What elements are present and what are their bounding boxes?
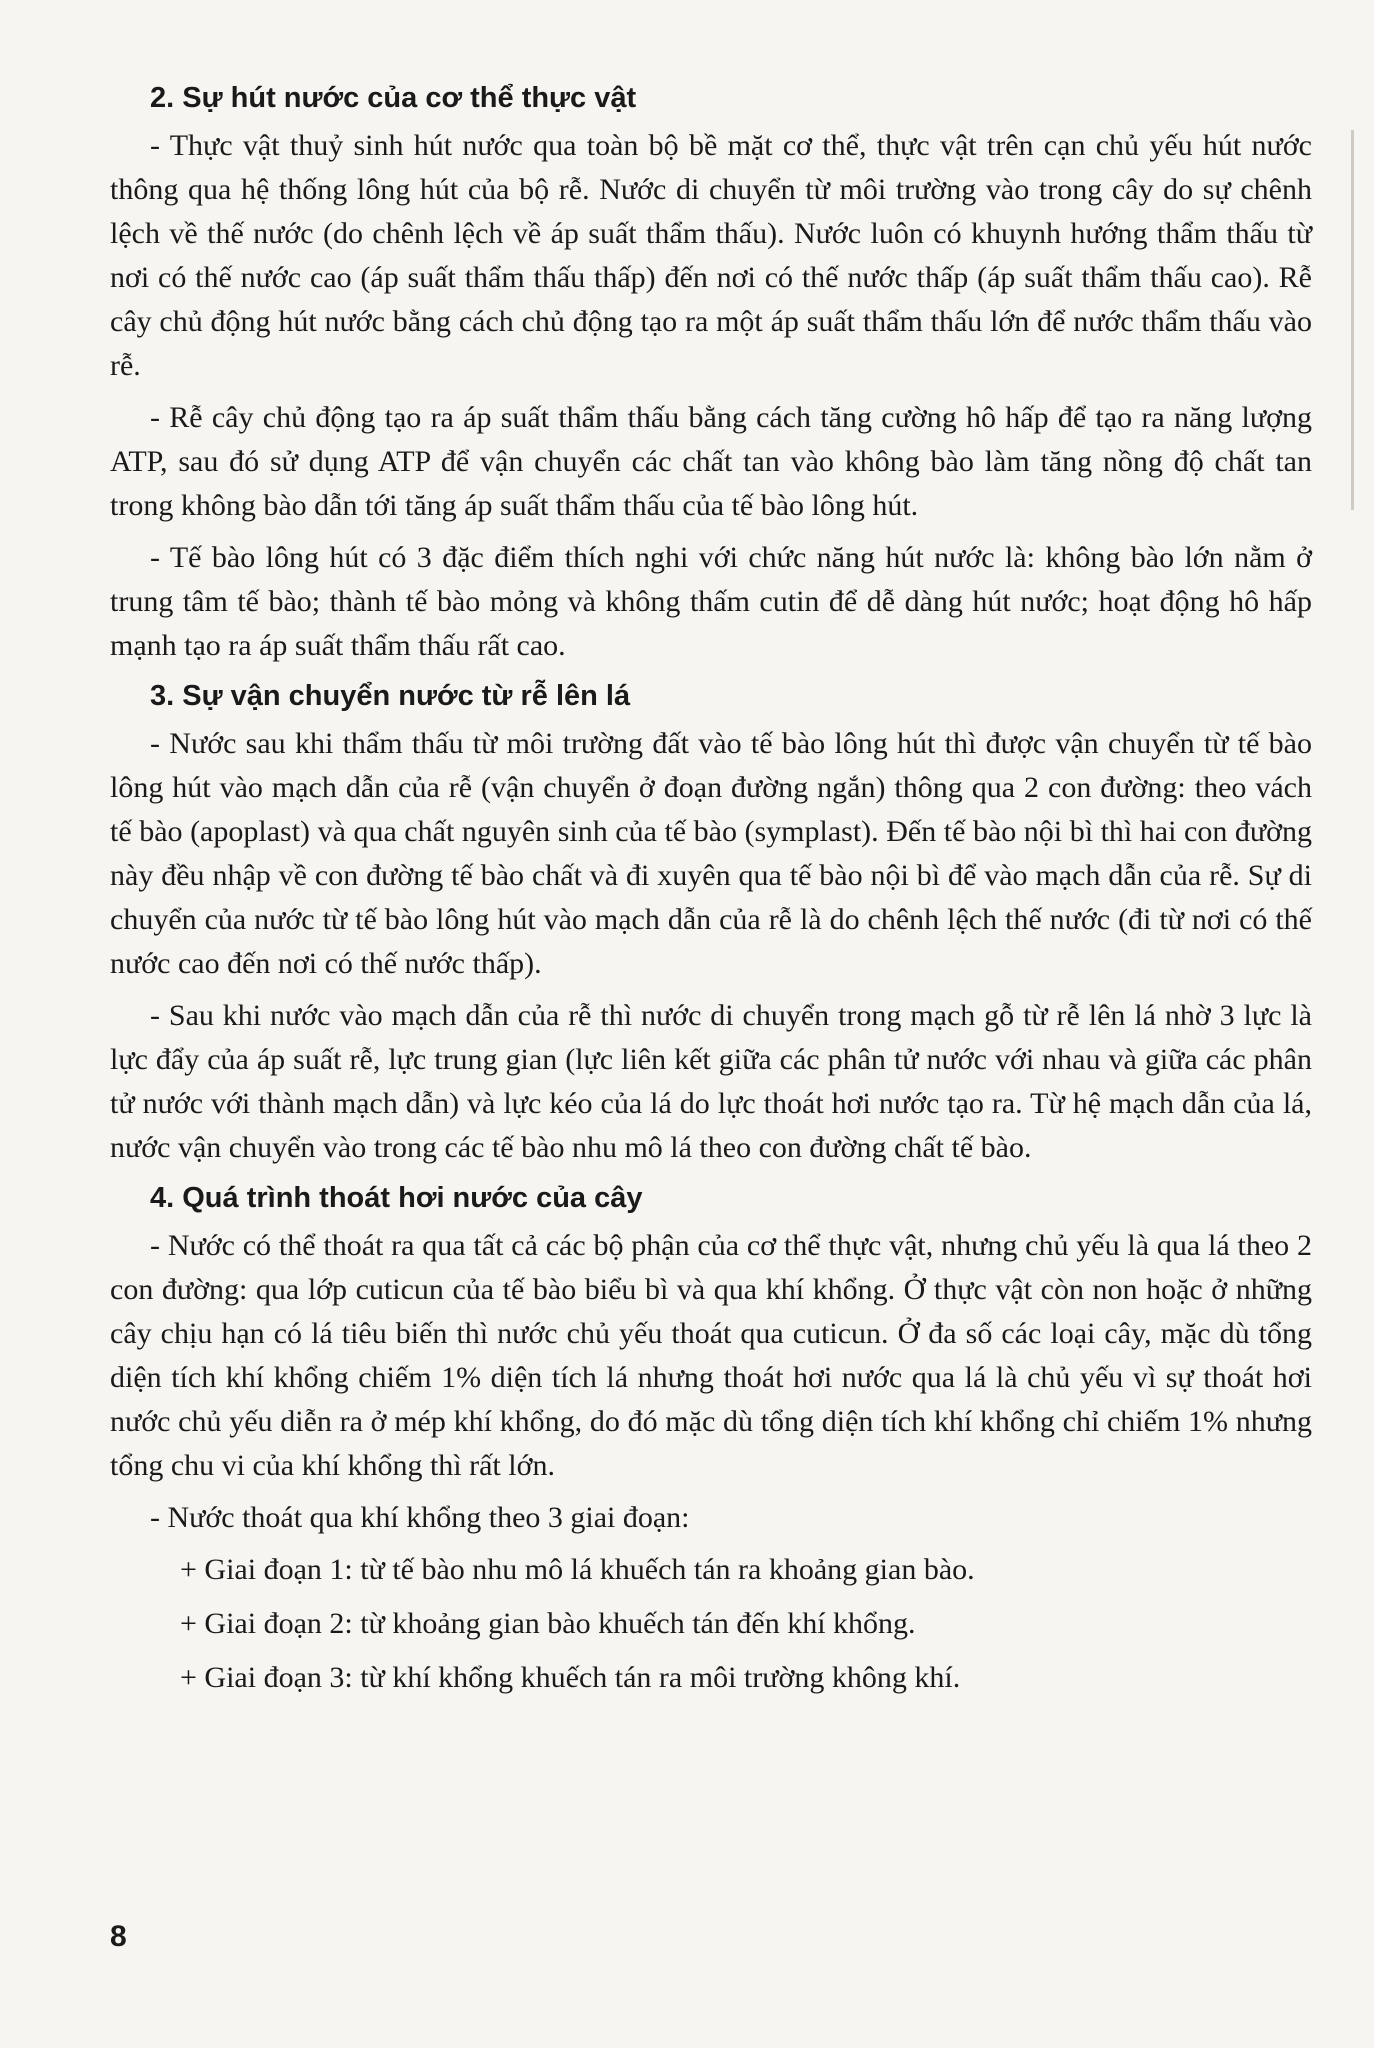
page-edge-shadow	[1351, 130, 1354, 510]
paragraph: - Nước thoát qua khí khổng theo 3 giai đoạn:	[150, 1501, 690, 1534]
paragraph: - Nước sau khi thẩm thấu từ môi trường đất vào tế bào lông hút thì được vận chuyển từ tế bào lông hút vào mạch dẫn của rễ (vận chuyển ở đoạn đường ngắn) thông qua 2 con đường: theo vách tế bào (apoplast) và qua chất nguyên sinh của tế bào (symplast). Đến tế bào nội bì thì hai con đường này đều nhập về con đường tế bào chất và đi xuyên qua tế bào nội bì để vào mạch dẫn của rễ. Sự di chuyển của nước từ tế bào lông hút vào mạch dẫn của rễ là do chênh lệch thế nước (đi từ nơi có thế nước cao đến nơi có thế nước thấp).	[110, 727, 1312, 980]
paragraph: - Rễ cây chủ động tạo ra áp suất thẩm thấu bằng cách tăng cường hô hấp để tạo ra năng lượng ATP, sau đó sử dụng ATP để vận chuyển các chất tan vào không bào làm tăng nồng độ chất tan trong không bào dẫn tới tăng áp suất thẩm thấu của tế bào lông hút.	[110, 401, 1312, 522]
paragraph: - Thực vật thuỷ sinh hút nước qua toàn bộ bề mặt cơ thể, thực vật trên cạn chủ yếu hút nước thông qua hệ thống lông hút của bộ rễ. Nước di chuyển từ môi trường vào trong cây do sự chênh lệch về thế nước (do chênh lệch về áp suất thẩm thấu). Nước luôn có khuynh hướng thẩm thấu từ nơi có thế nước cao (áp suất thẩm thấu thấp) đến nơi có thế nước thấp (áp suất thẩm thấu cao). Rễ cây chủ động hút nước bằng cách chủ động tạo ra một áp suất thẩm thấu lớn để nước thẩm thấu vào rễ.	[110, 129, 1312, 382]
stage-item: + Giai đoạn 1: từ tế bào nhu mô lá khuếch tán ra khoảng gian bào.	[180, 1553, 975, 1586]
paragraph: - Nước có thể thoát ra qua tất cả các bộ phận của cơ thể thực vật, nhưng chủ yếu là qua lá theo 2 con đường: qua lớp cuticun của tế bào biểu bì và qua khí khổng. Ở thực vật còn non hoặc ở những cây chịu hạn có lá tiêu biến thì nước chủ yếu thoát qua cuticun. Ở đa số các loại cây, mặc dù tổng diện tích khí khổng chiếm 1% diện tích lá nhưng thoát hơi nước qua lá là chủ yếu vì sự thoát hơi nước chủ yếu diễn ra ở mép khí khổng, do đó mặc dù tổng diện tích khí khổng chỉ chiếm 1% nhưng tổng chu vi của khí khổng thì rất lớn.	[110, 1229, 1312, 1482]
section-heading: 3. Sự vận chuyển nước từ rễ lên lá	[150, 680, 631, 712]
section-heading: 4. Quá trình thoát hơi nước của cây	[150, 1182, 643, 1214]
page-number: 8	[110, 1920, 127, 1953]
stage-item: + Giai đoạn 3: từ khí khổng khuếch tán ra môi trường không khí.	[180, 1661, 961, 1694]
section-3	[110, 676, 1312, 1170]
section-heading: 2. Sự hút nước của cơ thể thực vật	[150, 82, 637, 114]
stage-item: + Giai đoạn 2: từ khoảng gian bào khuếch tán đến khí khổng.	[180, 1607, 916, 1640]
paragraph: - Tế bào lông hút có 3 đặc điểm thích nghi với chức năng hút nước là: không bào lớn nằm ở trung tâm tế bào; thành tế bào mỏng và không thấm cutin để dễ dàng hút nước; hoạt động hô hấp mạnh tạo ra áp suất thẩm thấu rất cao.	[110, 541, 1312, 662]
paragraph: - Sau khi nước vào mạch dẫn của rễ thì nước di chuyển trong mạch gỗ từ rễ lên lá nhờ 3 lực là lực đẩy của áp suất rễ, lực trung gian (lực liên kết giữa các phân tử nước với nhau và giữa các phân tử nước với thành mạch dẫn) và lực kéo của lá do lực thoát hơi nước tạo ra. Từ hệ mạch dẫn của lá, nước vận chuyển vào trong các tế bào nhu mô lá theo con đường chất tế bào.	[110, 999, 1312, 1164]
section-2	[110, 78, 1312, 668]
section-4	[110, 1178, 1312, 1700]
